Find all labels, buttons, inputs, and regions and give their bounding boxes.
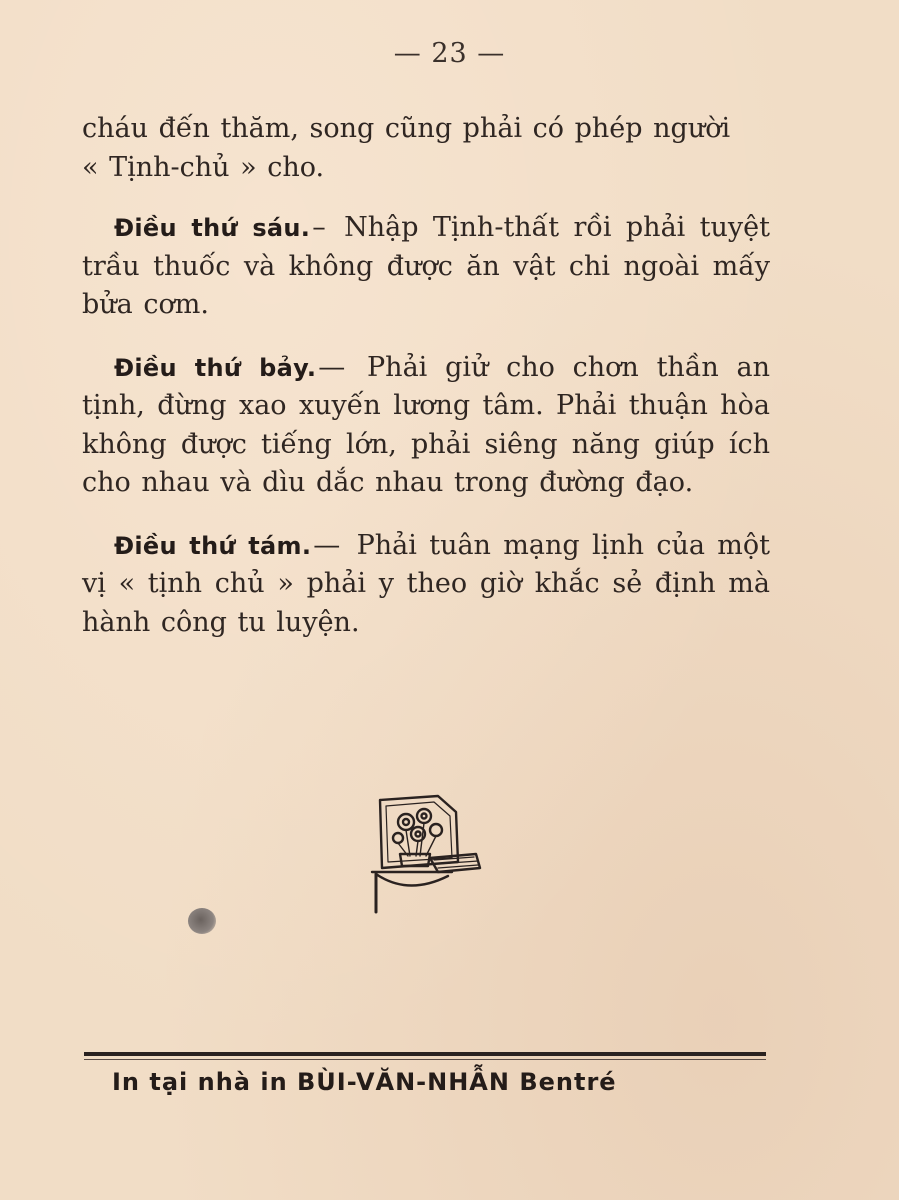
article-eight-heading: Điều thứ tám.: [114, 531, 312, 560]
ink-spot: [188, 908, 216, 934]
article-six-dash: –: [312, 212, 326, 243]
article-seven-heading: Điều thứ bảy.: [114, 353, 317, 382]
continuation-paragraph: [82, 110, 770, 187]
footer-rule-thin: [84, 1059, 766, 1060]
article-eight-dash: —: [313, 529, 341, 561]
page-number: — 23 —: [393, 38, 506, 69]
page-body: [82, 110, 770, 666]
article-seven-text: Phải giử cho chơn thần an tịnh, đừng xao xuyến lương tâm. Phải thuận hòa không được tiếng lớn, phải siêng năng giúp ích cho nhau và dìu dắc nhau trong đường đạo.: [82, 351, 770, 498]
footer-rule: [84, 1052, 766, 1056]
flower-vase-icon: [368, 788, 488, 918]
article-six-heading: Điều thứ sáu.: [114, 214, 311, 242]
article-eight: [82, 527, 770, 643]
continuation-line-1: cháu đến thăm, song cũng phải có phép người: [82, 113, 731, 144]
printer-imprint: In tại nhà in BÙI-VĂN-NHẪN Bentré: [112, 1068, 617, 1096]
article-seven: [82, 349, 770, 503]
article-eight-text: Phải tuân mạng lịnh của một vị « tịnh chủ » phải y theo giờ khắc sẻ định mà hành công tu luyện.: [82, 529, 770, 638]
continuation-line-2: « Tịnh-chủ » cho.: [82, 151, 325, 183]
article-seven-dash: —: [318, 351, 346, 383]
article-six-text: Nhập Tịnh-thất rồi phải tuyệt trầu thuốc và không được ăn vật chi ngoài mấy bửa cơm.: [82, 212, 770, 320]
article-six: [82, 209, 770, 325]
